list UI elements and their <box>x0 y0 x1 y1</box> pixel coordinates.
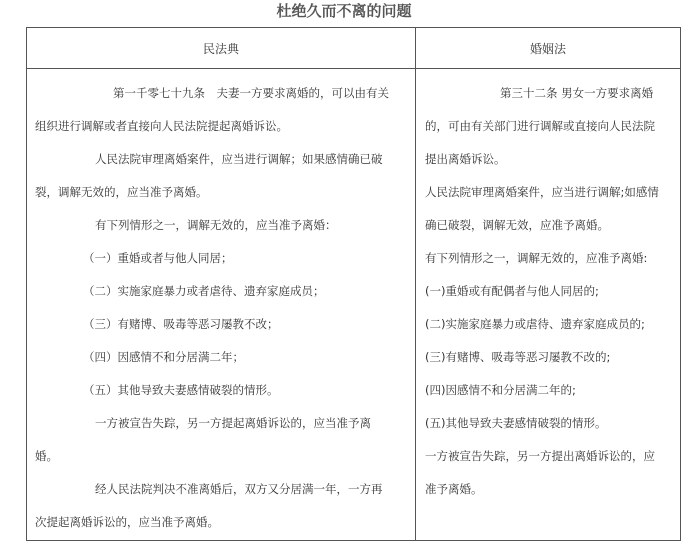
text-line: （五）其他导致夫妻感情破裂的情形。 <box>83 383 279 397</box>
text-line: 第一千零七十九条 夫妻一方要求离婚的，可以由有关 <box>113 86 389 100</box>
text-line: 裂，调解无效的，应当准予离婚。 <box>35 185 208 199</box>
content-row <box>27 69 681 541</box>
comparison-table <box>26 27 681 541</box>
header-row <box>27 28 681 69</box>
column-header-civil-code: 民法典 <box>27 28 416 69</box>
text-line: (二)实施家庭暴力或虐待、遗弃家庭成员的; <box>425 317 645 331</box>
text-line: (五)其他导致夫妻感情破裂的情形。 <box>425 416 607 430</box>
text-line: 提出离婚诉讼。 <box>425 152 506 166</box>
text-line: 人民法院审理离婚案件，应当进行调解；如果感情确已破 <box>95 152 383 166</box>
text-line: 组织进行调解或者直接向人民法院提起离婚诉讼。 <box>35 119 288 133</box>
text-line: 一方被宣告失踪，另一方提起离婚诉讼的，应当准予离 <box>95 416 371 430</box>
text-line: （四）因感情不和分居满二年； <box>83 350 244 364</box>
column-header-marriage-law: 婚姻法 <box>416 28 681 69</box>
text-line: 有下列情形之一，调解无效的，应准予离婚: <box>425 251 648 265</box>
text-line: 有下列情形之一，调解无效的，应当准予离婚： <box>95 218 337 232</box>
civil-code-cell <box>27 69 416 541</box>
text-line: 的，可由有关部门进行调解或直接向人民法院 <box>425 119 655 133</box>
text-line: 准予离婚。 <box>425 482 483 496</box>
text-line: 人民法院审理离婚案件，应当进行调解;如感情 <box>425 185 659 199</box>
text-line: (三)有赌博、吸毒等恶习屡教不改的; <box>425 350 611 364</box>
text-line: (四)因感情不和分居满二年的; <box>425 383 576 397</box>
text-line: （一）重婚或者与他人同居； <box>83 251 233 265</box>
text-line: (一)重婚或有配偶者与他人同居的; <box>425 284 599 298</box>
text-line: （三）有赌博、吸毒等恶习屡教不改； <box>83 317 279 331</box>
text-line: 确已破裂，调解无效，应准予离婚。 <box>425 218 609 232</box>
text-line: 经人民法院判决不准离婚后，双方又分居满一年，一方再 <box>95 482 383 496</box>
text-line: 婚。 <box>35 449 58 463</box>
page-title: 杜绝久而不离的问题 <box>276 2 412 20</box>
text-line: 一方被宣告失踪，另一方提出离婚诉讼的，应 <box>425 449 655 463</box>
marriage-law-cell <box>416 69 681 541</box>
text-line: （二）实施家庭暴力或者虐待、遗弃家庭成员； <box>83 284 325 298</box>
text-line: 次提起离婚诉讼的，应当准予离婚。 <box>35 515 219 529</box>
text-line: 第三十二条 男女一方要求离婚 <box>500 86 654 100</box>
